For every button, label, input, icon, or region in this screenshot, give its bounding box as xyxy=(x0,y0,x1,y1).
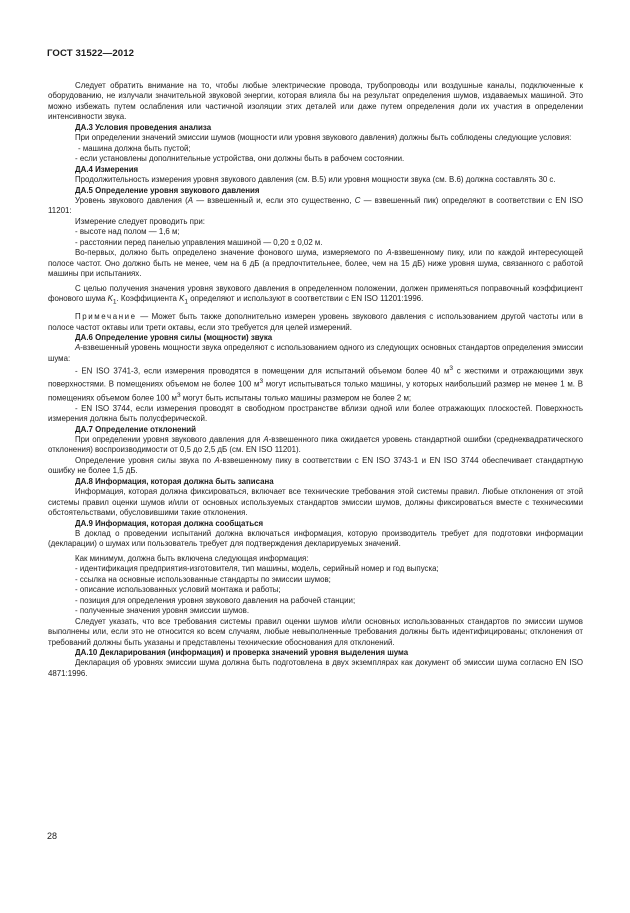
paragraph xyxy=(48,284,583,308)
text-run: . Коэффициента xyxy=(116,294,180,304)
list-item: - машина должна быть пустой; xyxy=(78,143,191,153)
text-run: определяют и используют в соответствии с EN ISO 11201:1996. xyxy=(188,294,424,304)
list-item: - описание использованных условий монтажа и работы; xyxy=(75,585,281,595)
paragraph: В доклад о проведении испытаний должна включаться информация, которую производитель требует для подготовки информации (декларации) о шумах или пользователь требует для подтверждения декларируемых значений. xyxy=(48,529,583,549)
paragraph xyxy=(48,248,583,279)
text-run: С целью получения значения уровня звукового давления в определенном положении, должен применяться поправочный коэффициент фонового шума xyxy=(48,283,583,304)
paragraph: При определении значений эмиссии шумов (мощности или уровня звукового давления) должны быть соблюдены следующие условия: xyxy=(75,133,572,143)
document-body xyxy=(48,81,583,679)
text-run: При определении уровня звукового давления для xyxy=(75,434,264,444)
list-intro: Измерение следует проводить при: xyxy=(75,216,205,226)
text-run: — взвешенный и, если это существенно, xyxy=(193,195,355,205)
symbol-a: A xyxy=(187,195,193,205)
superscript: 3 xyxy=(176,391,181,399)
text-run: с жесткими и отражающими звук поверхностями. В помещениях объемом не более 100 м xyxy=(48,366,583,390)
list-item: - если установлены дополнительные устройства, они должны быть в рабочем состоянии. xyxy=(75,154,405,164)
text-run: — взвешенный пик) определяют в соответствии с EN ISO 11201: xyxy=(48,195,583,216)
paragraph xyxy=(48,343,583,364)
note xyxy=(48,312,583,333)
text-run: -взвешенного пика ожидается уровень стандартной ошибки (среднеквадратического отклонения) воспроизводимости от 0,5 до 2,5 дБ (см. EN ISO 11201). xyxy=(48,434,583,455)
paragraph xyxy=(48,435,583,456)
list-intro: Как минимум, должна быть включена следующая информация: xyxy=(75,553,309,563)
list-item: - EN ISO 3744, если измерения проводят в свободном пространстве вблизи одной или более отражающих плоскостей. Поверхность измерения должна быть полусферической. xyxy=(48,403,583,424)
section-heading-da7: ДА.7 Определение отклонений xyxy=(75,424,196,434)
page-number: 28 xyxy=(47,831,58,841)
list-item xyxy=(48,364,583,403)
text-run: -взвешенный уровень мощности звука определяют с использованием одного из следующих основных стандартов определения эмиссии шума: xyxy=(48,343,583,363)
list-item: - идентификация предприятия-изготовителя, тип машины, модель, серийный номер и год выпуска; xyxy=(75,564,439,574)
superscript: 3 xyxy=(449,365,454,373)
document-header: ГОСТ 31522—2012 xyxy=(47,48,135,59)
section-heading-da5: ДА.5 Определение уровня звукового давления xyxy=(75,185,260,195)
list-item: - позиция для определения уровня звукового давления на рабочей станции; xyxy=(75,595,356,605)
text-run: Во-первых, должно быть определено значение фонового шума, измеряемого по xyxy=(75,248,387,258)
paragraph: Продолжительность измерения уровня звукового давления (см. В.5) или уровня мощности звука (см. В.6) должна составлять 30 с. xyxy=(75,175,556,185)
text-run: -взвешенному пику в соответствии с EN ISO 3743-1 и EN ISO 3744 обеспечивает стандартную ошибку не более 1,5 дБ. xyxy=(48,455,583,476)
note-label: Примечание xyxy=(75,312,137,322)
paragraph xyxy=(48,456,583,477)
symbol-a: A xyxy=(214,455,220,465)
symbol-a: A xyxy=(75,343,81,353)
paragraph: Декларация об уровнях эмиссии шума должна быть подготовлена в двух экземплярах как документ об эмиссии шума согласно EN ISO 4871:1996. xyxy=(48,658,583,678)
text-run: -взвешенному пику, или по каждой интересующей полосе частот. Оно должно быть не менее, чем на 6 дБ (а предпочтительнее, более, чем на 15 дБ) ниже уровня шума, связанного с работой машины при испытаниях. xyxy=(48,248,583,279)
text-run: Определение уровня силы звука по xyxy=(75,455,215,465)
section-heading-da4: ДА.4 Измерения xyxy=(75,164,139,174)
symbol-k: K xyxy=(179,294,185,304)
section-heading-da6: ДА.6 Определение уровня силы (мощности) звука xyxy=(75,333,273,342)
paragraph: Следует обратить внимание на то, чтобы любые электрические провода, трубопроводы или воздушные каналы, подключенные к оборудованию, не излучали значительной звуковой энергии, которая влияла бы на результат определения шумов, издаваемых машиной. Это можно избежать путем ослабления или частичной изоляции этих деталей или даже путем определения доли их участия в определении интенсивности звука. xyxy=(48,81,583,122)
section-heading-da8: ДА.8 Информация, которая должна быть записана xyxy=(75,476,274,486)
text-run: - EN ISO 3741-3, если измерения проводятся в помещении для испытаний объемом более 40 м xyxy=(75,366,450,376)
section-heading-da9: ДА.9 Информация, которая должна сообщаться xyxy=(75,518,264,528)
list-item: - полученные значения уровня эмиссии шумов. xyxy=(75,606,250,616)
list-item: - ссылка на основные использованные стандарты по эмиссии шумов; xyxy=(75,574,331,584)
note-text: — Может быть также дополнительно измерен уровень звукового давления с использованием другой частоты или в полосе частот октавы или трети октавы, если это требуется для целей измерений. xyxy=(48,312,583,332)
list-item: - высоте над полом — 1,6 м; xyxy=(75,227,180,237)
subscript: 1 xyxy=(184,298,189,306)
symbol-c: C xyxy=(354,195,361,205)
section-heading-da10: ДА.10 Декларирования (информация) и проверка значений уровня выделения шума xyxy=(75,648,409,658)
symbol-k: K xyxy=(107,294,113,304)
text-run: могут быть испытаны только машины размером не более 2 м; xyxy=(180,393,412,403)
paragraph xyxy=(48,196,583,217)
symbol-a: A xyxy=(263,434,269,444)
text-run: Уровень звукового давления ( xyxy=(75,195,188,205)
list-item: - расстоянии перед панелью управления машиной — 0,20 ± 0,02 м. xyxy=(75,237,323,247)
subscript: 1 xyxy=(112,298,117,306)
section-heading-da3: ДА.3 Условия проведения анализа xyxy=(75,122,212,132)
symbol-a: A xyxy=(386,248,392,258)
text-run: могут испытываться только машины, у которых наибольший размер не менее 1 м. В помещениях объемом более 100 м xyxy=(48,380,584,403)
paragraph: Следует указать, что все требования системы правил оценки шумов и/или основных использованных стандартов по эмиссии шумов выполнены или, если это не относится ко всем случаям, любые невыполненные требования должны быть идентифицированы; отклонения от требований должны быть указаны и представлены технические обоснования для отклонений. xyxy=(48,616,583,647)
superscript: 3 xyxy=(259,378,264,386)
paragraph: Информация, которая должна фиксироваться, включает все технические требования этой системы правил. Любые отклонения от этой системы правил оценки шумов и/или от основных используемых стандартов эмиссии шумов, должны фиксироваться вместе с техническими обстоятельствами, обусловившими такие отклонения. xyxy=(48,487,583,518)
